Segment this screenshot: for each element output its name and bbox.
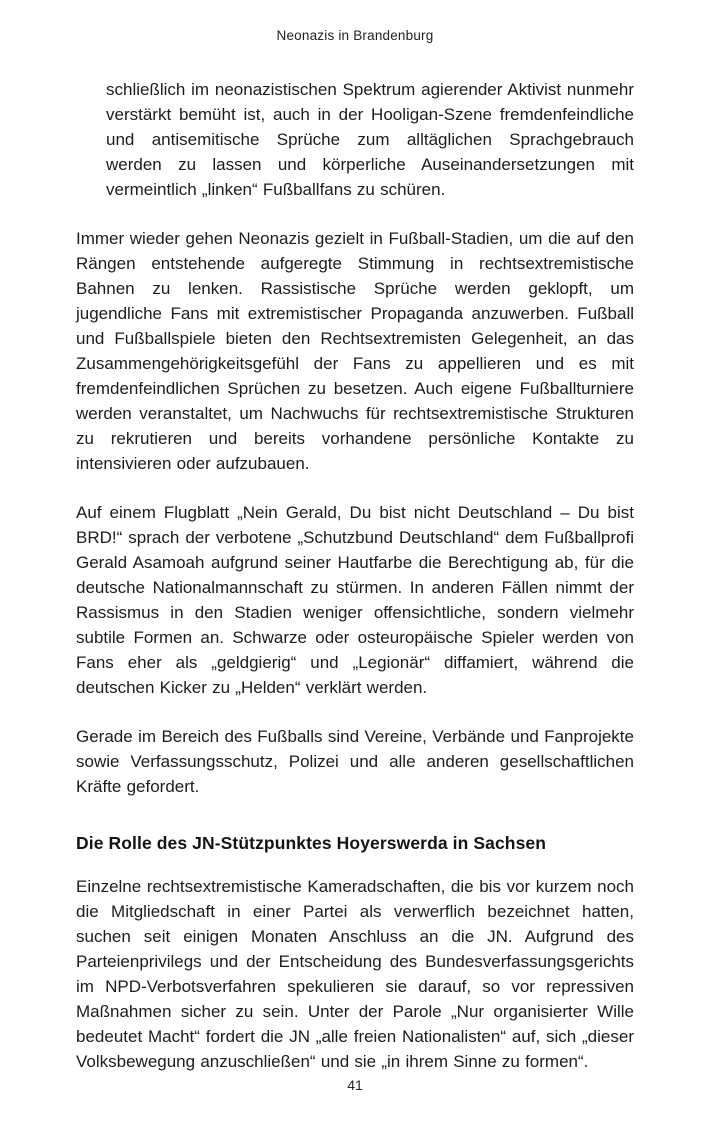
page-number: 41 [347,1077,363,1093]
indented-paragraph: schließlich im neonazistischen Spektrum agierender Aktivist nunmehr verstärkt bemüht ist, auch in der Hooligan-Szene fremdenfeindliche und antisemitische Sprüche zum alltäglichen Sprachgebrauch werden zu lassen und körperliche Auseinandersetzungen mit vermeintlich „linken“ Fußballfans zu schüren. [106,80,634,199]
running-header: Neonazis in Brandenburg [276,28,434,43]
paragraph-football-stadiums: Immer wieder gehen Neonazis gezielt in Fußball-Stadien, um die auf den Rängen entstehende aufgeregte Stimmung in rechtsextremistische Bahnen zu lenken. Rassistische Sprüche werden geklopft, um jugendliche Fans mit extremistischer Propaganda anzuwerben. Fußball und Fußballspiele bieten den Rechtsextremisten Gelegenheit, an das Zusammengehörigkeitsgefühl der Fans zu appellieren und es mit fremdenfeindlichen Sprüchen zu besetzen. Auch eigene Fußballturniere werden veranstaltet, um Nachwuchs für rechtsextremistische Strukturen zu rekrutieren und bereits vorhandene persönliche Kontakte zu intensivieren oder aufzubauen. [76,229,634,473]
paragraph-flugblatt: Auf einem Flugblatt „Nein Gerald, Du bist nicht Deutschland – Du bist BRD!“ sprach der verbotene „Schutzbund Deutschland“ dem Fußballprofi Gerald Asamoah aufgrund seiner Hautfarbe die Berechtigung ab, für die deutsche Nationalmannschaft zu stürmen. In anderen Fällen nimmt der Rassismus in den Stadien weniger offensichtliche, sondern vielmehr subtile Formen an. Schwarze oder osteuropäische Spieler werden von Fans eher als „geldgierig“ und „Legionär“ diffamiert, während die deutschen Kicker zu „Helden“ verklärt werden. [76,503,634,697]
paragraph-jn-kameradschaften: Einzelne rechtsextremistische Kameradschaften, die bis vor kurzem noch die Mitgliedschaft in einer Partei als verwerflich bezeichnet hatten, suchen seit einigen Monaten Anschluss an die JN. Aufgrund des Parteienprivilegs und der Entscheidung des Bundesverfassungsgerichts im NPD-Verbotsverfahren spekulieren sie darauf, so vor repressiven Maßnahmen sicher zu sein. Unter der Parole „Nur organisierter Wille bedeutet Macht“ fordert die JN „alle freien Nationalisten“ auf, sich „dieser Volksbewegung anzuschließen“ und sie „in ihrem Sinne zu formen“. [76,877,634,1071]
paragraph-fanprojekte: Gerade im Bereich des Fußballs sind Vereine, Verbände und Fanprojekte sowie Verfassungsschutz, Polizei und alle anderen gesellschaftlichen Kräfte gefordert. [76,727,634,796]
section-heading: Die Rolle des JN-Stützpunktes Hoyerswerda in Sachsen [76,833,547,853]
page-body [76,77,634,1074]
